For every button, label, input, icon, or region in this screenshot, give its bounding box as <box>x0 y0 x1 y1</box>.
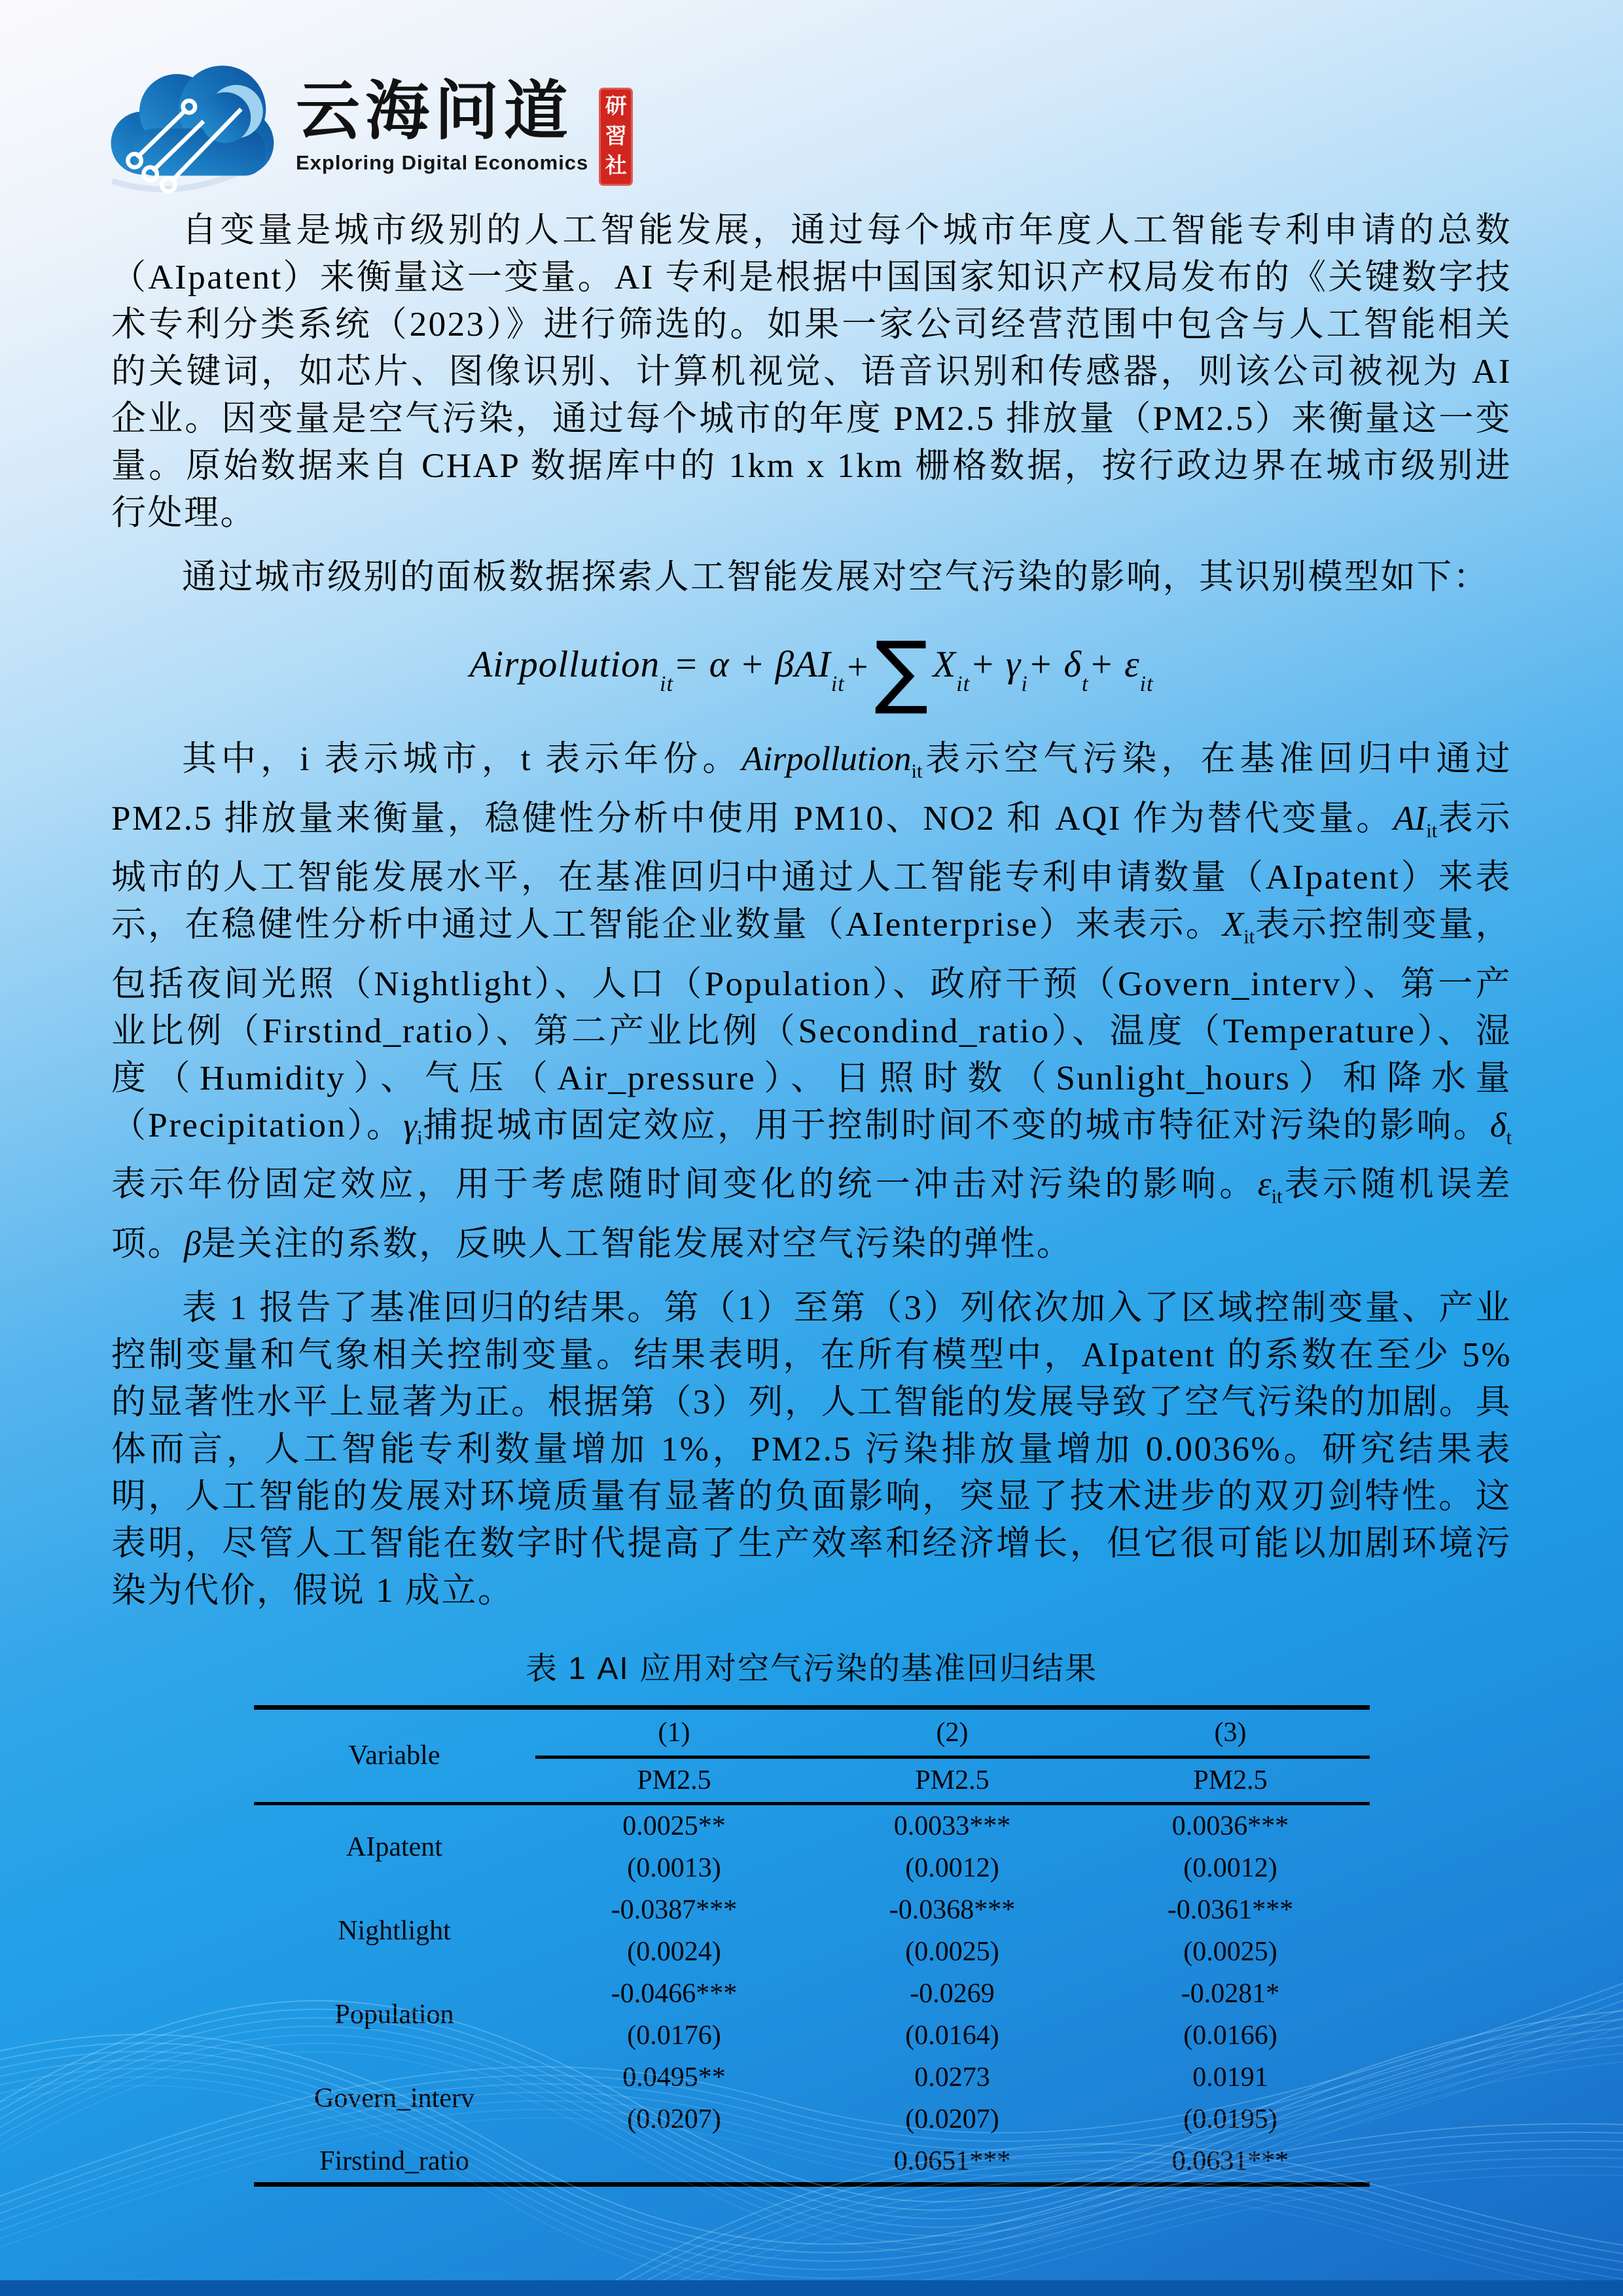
table-row <box>254 2057 1370 2098</box>
se-cell: (0.0012) <box>905 1852 999 1883</box>
variable-name-cell: Nightlight <box>338 1915 451 1946</box>
regression-table <box>254 1705 1370 2187</box>
paragraph: 其中，i 表示城市，t 表示年份。Airpollution$_{it}$表示空气污染，在基准回归中通过 PM2.5 排放量来衡量，稳健性分析中使用 PM10、NO2 和 AQI 作为替代变量。$AI_{it}$表示城市的人工智能发展水平，在基准回归中通过人工智能专利申请数量（AIpatent）来表示，在稳健性分析中通过人工智能企业数量（AIenterprise）来表示。$X_{it}$表示控制变量，包括夜间光照（Nightlight）、人口（Population）、政府干预（Govern_interv）、第一产业比例（Firstind_ratio）、第二产业比例（Secondind_ratio）、温度（Temperature）、湿度（Humidity）、气压（Air_pressure）、日照时数（Sunlight_hours）和降水量（Precipitation）。$\gamma_i$捕捉城市固定效应，用于控制时间不变的城市特征对污染的影响。$\delta_t$表示年份固定效应，用于考虑随时间变化的统一冲击对污染的影响。$\varepsilon_{it}$表示随机误差项。β是关注的系数，反映人工智能发展对空气污染的弹性。 <box>111 740 1512 1263</box>
formula-term: Airpollution$_{it}$ <box>469 643 674 697</box>
variable-name-cell: Govern_interv <box>314 2083 474 2113</box>
formula-term: + $\delta_t$ <box>1027 643 1089 697</box>
wave-line <box>589 2186 1623 2296</box>
table-depvar-header: PM2.5 <box>535 1757 813 1803</box>
table-row <box>254 1973 1370 2015</box>
table-row <box>254 2140 1370 2185</box>
coef-cell: 0.0025** <box>622 1810 726 1841</box>
se-cell: (0.0166) <box>1183 2020 1277 2051</box>
seal-char: 習 <box>605 124 627 149</box>
table-row <box>254 1803 1370 1847</box>
se-cell: (0.0195) <box>1183 2104 1277 2134</box>
coef-cell: 0.0631*** <box>1171 2146 1289 2176</box>
table-col-header: (1) <box>535 1707 813 1757</box>
coef-cell: 0.0651*** <box>893 2146 1011 2176</box>
formula-term: $X_{it}$ <box>933 643 971 697</box>
logo <box>97 51 633 186</box>
formula-term: + $\varepsilon_{it}$ <box>1088 643 1154 697</box>
formula-term: = α + βAI$_{it}$ <box>673 643 845 697</box>
coef-cell: -0.0368*** <box>889 1894 1016 1925</box>
logo-text <box>296 79 588 175</box>
coef-cell: -0.0466*** <box>611 1978 738 2009</box>
coef-cell: 0.0036*** <box>1171 1810 1289 1841</box>
se-cell: (0.0176) <box>627 2020 721 2051</box>
bottom-bar <box>0 2280 1623 2296</box>
coef-cell: 0.0273 <box>914 2062 990 2093</box>
table-header-row <box>254 1707 1370 1757</box>
se-cell: (0.0013) <box>627 1852 721 1883</box>
coef-cell: -0.0281* <box>1181 1978 1280 2009</box>
cloud-logo-icon <box>97 51 279 181</box>
logo-title: 云海问道 <box>296 77 574 147</box>
seal-char: 研 <box>605 94 627 118</box>
wave-line <box>589 2178 1623 2296</box>
paragraph: 通过城市级别的面板数据探索人工智能发展对空气污染的影响，其识别模型如下： <box>182 558 1489 596</box>
se-cell: (0.0012) <box>1183 1852 1277 1883</box>
paragraph: 表 1 报告了基准回归的结果。第（1）至第（3）列依次加入了区域控制变量、产业控制变量和气象相关控制变量。结果表明，在所有模型中，AIpatent 的系数在至少 5%的显著性水平上显著为正。根据第（3）列，人工智能的发展导致了空气污染的加剧。具体而言，人工智能专利数量增加 1%，PM2.5 污染排放量增加 0.0036%。研究结果表明，人工智能的发展对环境质量有显著的负面影响，突显了技术进步的双刃剑特性。这表明，尽管人工智能在数字时代提高了生产效率和经济增长，但它很可能以加剧环境污染为代价，假说 1 成立。 <box>111 1288 1512 1610</box>
formula-term: + $\gamma_i$ <box>970 643 1028 697</box>
coef-cell: 0.0191 <box>1192 2062 1268 2093</box>
table-header-variable: Variable <box>254 1707 535 1803</box>
table-col-header: (2) <box>813 1707 1092 1757</box>
coef-cell: -0.0387*** <box>611 1894 738 1925</box>
variable-name-cell: Firstind_ratio <box>319 2146 469 2176</box>
table-title: 表 1 AI 应用对空气污染的基准回归结果 <box>525 1651 1098 1686</box>
coef-cell: 0.0033*** <box>893 1810 1011 1841</box>
coef-cell: 0.0495** <box>622 2062 726 2093</box>
logo-subtitle: Exploring Digital Economics <box>296 150 589 174</box>
coef-cell <box>535 2140 813 2185</box>
se-cell: (0.0025) <box>1183 1936 1277 1967</box>
paragraph: 自变量是城市级别的人工智能发展，通过每个城市年度人工智能专利申请的总数（AIpatent）来衡量这一变量。AI 专利是根据中国国家知识产权局发布的《关键数字技术专利分类系统（2023）》进行筛选的。如果一家公司经营范围中包含与人工智能相关的关键词，如芯片、图像识别、计算机视觉、语音识别和传感器，则该公司被视为 AI 企业。因变量是空气污染，通过每个城市的年度 PM2.5 排放量（PM2.5）来衡量这一变量。原始数据来自 CHAP 数据库中的 1km x 1km 栅格数据，按行政边界在城市级别进行处理。 <box>111 211 1512 532</box>
se-cell: (0.0024) <box>627 1936 721 1967</box>
formula: Airpollution$_{it}$ = α + βAI$_{it}$ + ∑ $X_{it}$ + $\gamma_i$ + $\delta_t$ + $\varepsilon_{it}$ <box>469 624 1154 717</box>
table-col-header: (3) <box>1092 1707 1370 1757</box>
formula-term: + <box>844 646 871 688</box>
table-depvar-header: PM2.5 <box>1092 1757 1370 1803</box>
variable-name-cell: AIpatent <box>346 1831 442 1862</box>
wave-line <box>589 2169 1623 2296</box>
se-cell: (0.0207) <box>627 2104 721 2134</box>
table-row <box>254 1889 1370 1931</box>
seal-stamp <box>599 88 633 186</box>
coef-cell: -0.0361*** <box>1167 1894 1294 1925</box>
se-cell: (0.0164) <box>905 2020 999 2051</box>
se-cell: (0.0025) <box>905 1936 999 1967</box>
variable-name-cell: Population <box>334 1999 454 2030</box>
article <box>111 207 1512 2187</box>
seal-char: 社 <box>605 154 627 179</box>
cloud-icon <box>97 51 279 196</box>
coef-cell: -0.0269 <box>910 1978 995 2009</box>
se-cell: (0.0207) <box>905 2104 999 2134</box>
table-depvar-header: PM2.5 <box>813 1757 1092 1803</box>
